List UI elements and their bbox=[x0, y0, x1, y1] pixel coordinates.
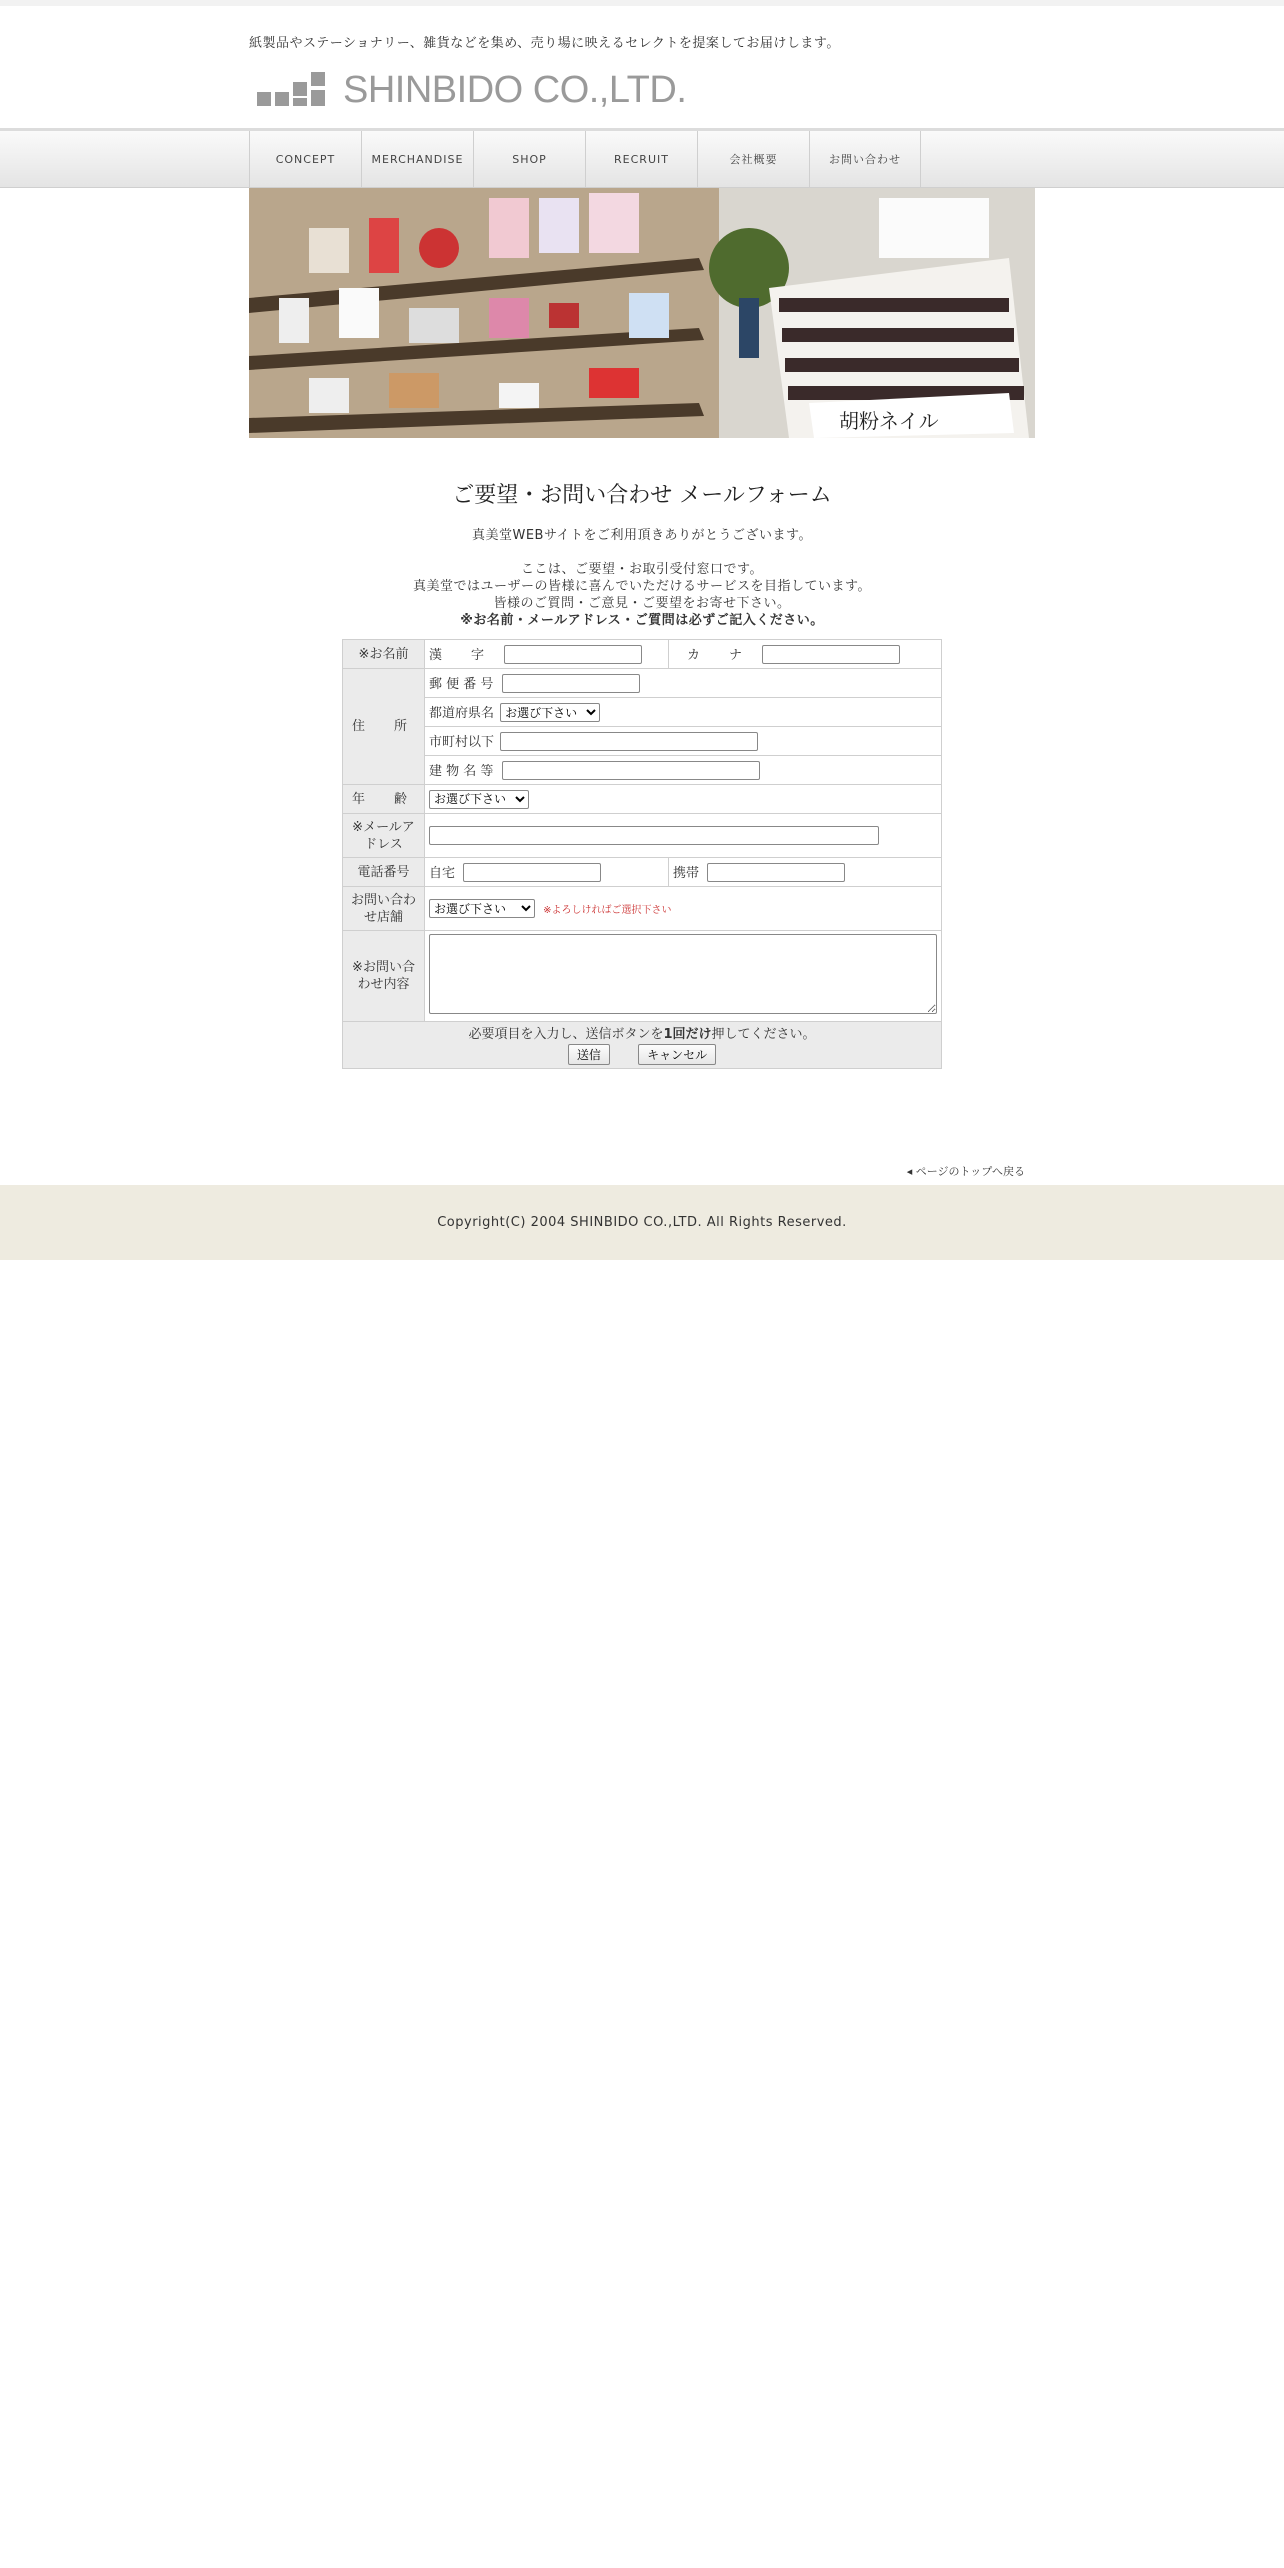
intro-line-1: 真美堂WEBサイトをご利用頂きありがとうございます。 bbox=[471, 528, 813, 543]
cancel-button[interactable]: キャンセル bbox=[638, 1044, 716, 1065]
home-phone-label: 自宅 bbox=[429, 865, 456, 881]
kanji-label: 漢 字 bbox=[429, 647, 493, 663]
intro-line-3: 真美堂ではユーザーの皆様に喜んでいただけるサービスを目指しています。 bbox=[413, 579, 871, 594]
postal-code-input[interactable] bbox=[502, 674, 640, 693]
home-phone-input[interactable] bbox=[463, 863, 601, 882]
page-title: ご要望・お問い合わせ メールフォーム bbox=[452, 483, 832, 508]
name-kanji-input[interactable] bbox=[504, 645, 642, 664]
age-label: 年 齢 bbox=[351, 791, 415, 807]
store-select[interactable] bbox=[429, 899, 535, 918]
email-label: ※メールアドレス bbox=[343, 814, 425, 858]
inquiry-label: ※お問い合わせ内容 bbox=[343, 931, 425, 1022]
site-logo[interactable] bbox=[257, 69, 687, 111]
required-note: ※お名前・メールアドレス・ご質問は必ずご記入ください。 bbox=[460, 613, 824, 628]
nav-item-concept[interactable]: CONCEPT bbox=[249, 131, 361, 187]
nav-item-shop[interactable]: SHOP bbox=[473, 131, 585, 187]
submit-note-pre: 必要項目を入力し、送信ボタンを bbox=[468, 1027, 664, 1042]
postal-label: 郵 便 番 号 bbox=[429, 676, 494, 692]
age-select[interactable] bbox=[429, 790, 529, 809]
intro-line-2: ここは、ご要望・お取引受付窓口です。 bbox=[521, 562, 763, 577]
submit-button[interactable]: 送信 bbox=[568, 1044, 610, 1065]
building-label: 建 物 名 等 bbox=[429, 763, 494, 779]
prefecture-label: 都道府県名 bbox=[429, 705, 495, 721]
submit-note bbox=[347, 1025, 937, 1044]
intro-text bbox=[249, 527, 1035, 629]
page-top-label: ページのトップへ戻る bbox=[915, 1165, 1025, 1178]
nav-item-company[interactable]: 会社概要 bbox=[697, 131, 809, 187]
intro-line-4: 皆様のご質問・ご意見・ご要望をお寄せ下さい。 bbox=[493, 596, 791, 611]
email-input[interactable] bbox=[429, 826, 879, 845]
site-tagline: 紙製品やステーショナリー、雑貨などを集め、売り場に映えるセレクトを提案してお届けします。 bbox=[249, 36, 840, 51]
kana-label: カ ナ bbox=[687, 647, 751, 663]
site-header bbox=[249, 6, 1035, 128]
submit-row bbox=[343, 1022, 942, 1069]
arrow-left-icon: ◂ bbox=[906, 1165, 913, 1178]
nav-item-recruit[interactable]: RECRUIT bbox=[585, 131, 697, 187]
hero-image bbox=[249, 188, 1035, 438]
contact-form bbox=[342, 639, 942, 1069]
copyright-text: Copyright(C) 2004 SHINBIDO CO.,LTD. All Rights Reserved. bbox=[437, 1215, 847, 1230]
name-label: ※お名前 bbox=[343, 640, 425, 669]
logo-text: SHINBIDO CO.,LTD. bbox=[343, 69, 687, 111]
prefecture-select[interactable] bbox=[500, 703, 600, 722]
name-kana-input[interactable] bbox=[762, 645, 900, 664]
nav-item-contact[interactable]: お問い合わせ bbox=[809, 131, 921, 187]
city-label: 市町村以下 bbox=[429, 734, 495, 750]
address-label: 住 所 bbox=[351, 719, 415, 734]
page-top-link[interactable] bbox=[249, 1163, 1035, 1179]
hero-sign-text: 胡粉ネイル bbox=[839, 409, 939, 433]
nav-item-merchandise[interactable]: MERCHANDISE bbox=[361, 131, 473, 187]
logo-mark-icon bbox=[257, 72, 331, 108]
mobile-phone-label: 携帯 bbox=[673, 865, 700, 881]
inquiry-textarea[interactable] bbox=[429, 934, 937, 1014]
building-input[interactable] bbox=[502, 761, 760, 780]
mobile-phone-input[interactable] bbox=[707, 863, 845, 882]
store-label: お問い合わせ店舗 bbox=[343, 887, 425, 931]
submit-note-bold: 1回だけ bbox=[663, 1027, 712, 1042]
global-nav bbox=[249, 131, 1035, 187]
store-shelves-photo bbox=[249, 188, 1035, 438]
city-input[interactable] bbox=[500, 732, 758, 751]
submit-note-post: 押してください。 bbox=[711, 1027, 816, 1042]
store-note: ※よろしければご選択下さい bbox=[543, 904, 672, 916]
global-nav-bar bbox=[0, 128, 1284, 188]
main-content bbox=[249, 478, 1035, 1069]
phone-label: 電話番号 bbox=[343, 858, 425, 887]
site-footer bbox=[0, 1185, 1284, 1260]
